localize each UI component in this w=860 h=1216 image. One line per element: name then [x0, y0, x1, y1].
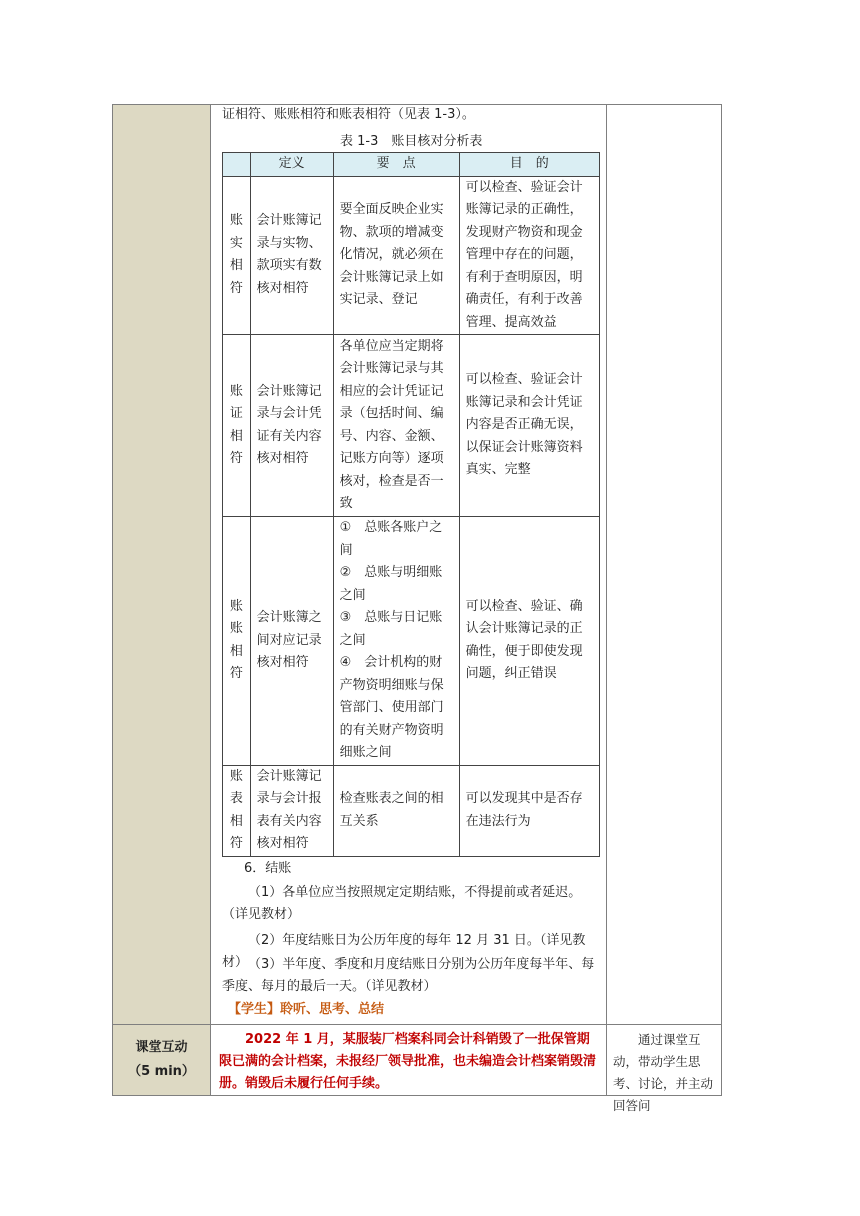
- row-points: 各单位应当定期将会计账簿记录与其相应的会计凭证记录（包括时间、编号、内容、金额、记账方向等）逐项核对，检查是否一致: [333, 335, 459, 517]
- student-line: [228, 999, 384, 1021]
- section6-item: （2）年度结账日为公历年度的每年 12 月 31 日。（详见教材）: [222, 933, 586, 970]
- table-row: [223, 335, 600, 517]
- row-definition: 会计账簿记录与会计凭证有关内容核对相符: [250, 335, 333, 517]
- row-purpose: 可以检查、验证会计账簿记录和会计凭证内容是否正确无误，以保证会计账簿资料真实、完整: [459, 335, 599, 517]
- row-points: 要全面反映企业实物、款项的增减变化情况，就必须在会计账簿记录上如实记录、登记: [333, 176, 459, 335]
- row-points: ① 总账各账户之间 ② 总账与明细账之间 ③ 总账与日记账之间 ④ 会计机构的财产物资明细账与保管部门、使用部门的有关财产物资明细账之间: [333, 517, 459, 766]
- intro-line: 证相符、账账相符和账表相符（见表 1-3）。: [222, 107, 475, 122]
- row-name: 账 实 相 符: [223, 176, 251, 335]
- row-purpose: 可以检查、验证、确认会计账簿记录的正确性，便于即使发现问题，纠正错误: [459, 517, 599, 766]
- header-cell: 要 点: [333, 153, 459, 177]
- header-cell: 定义: [250, 153, 333, 177]
- interaction-label-cell: [112, 1025, 211, 1096]
- interaction-duration: （5 min）: [128, 1064, 195, 1079]
- header-cell: 目 的: [459, 153, 599, 177]
- interaction-label: 课堂互动: [135, 1040, 188, 1055]
- table-header-row: [223, 153, 600, 177]
- student-tag: 【学生】: [228, 1002, 281, 1017]
- row-name: 账 表 相 符: [223, 765, 251, 856]
- header-cell: [223, 153, 251, 177]
- student-text: 聆听、思考、总结: [280, 1002, 385, 1017]
- section6-item: （3）半年度、季度和月度结账日分别为公历年度每半年、每季度、每月的最后一天。（详见教材）: [222, 957, 595, 994]
- row-definition: 会计账簿之间对应记录核对相符: [250, 517, 333, 766]
- section6-item: （1）各单位应当按照规定定期结账，不得提前或者延迟。（详见教材）: [222, 885, 582, 922]
- stage-cell: [112, 104, 211, 1025]
- row-definition: 会计账簿记录与会计报表有关内容核对相符: [250, 765, 333, 856]
- row-name: 账 证 相 符: [223, 335, 251, 517]
- account-check-table: [222, 152, 600, 857]
- interaction-note: 通过课堂互动，带动学生思考、讨论，并主动回答问: [607, 1025, 722, 1096]
- table-caption: 表 1-3 账目核对分析表: [340, 134, 483, 149]
- note-cell: [607, 104, 722, 1025]
- interaction-case: 2022 年 1 月，某服装厂档案科同会计科销毁了一批保管期限已满的会计档案，未报经厂领导批准，也未编造会计档案销毁清册。销毁后未履行任何手续。: [211, 1025, 607, 1096]
- section6-title: 6．结账: [244, 861, 292, 876]
- table-row: [223, 176, 600, 335]
- row-points: 检查账表之间的相互关系: [333, 765, 459, 856]
- row-purpose: 可以检查、验证会计账簿记录的正确性，发现财产物资和现金管理中存在的问题，有利于查明原因，明确责任，有利于改善管理、提高效益: [459, 176, 599, 335]
- table-row: [223, 765, 600, 856]
- row-definition: 会计账簿记录与实物、款项实有数核对相符: [250, 176, 333, 335]
- row-purpose: 可以发现其中是否存在违法行为: [459, 765, 599, 856]
- row-name: 账 账 相 符: [223, 517, 251, 766]
- table-row: [223, 517, 600, 766]
